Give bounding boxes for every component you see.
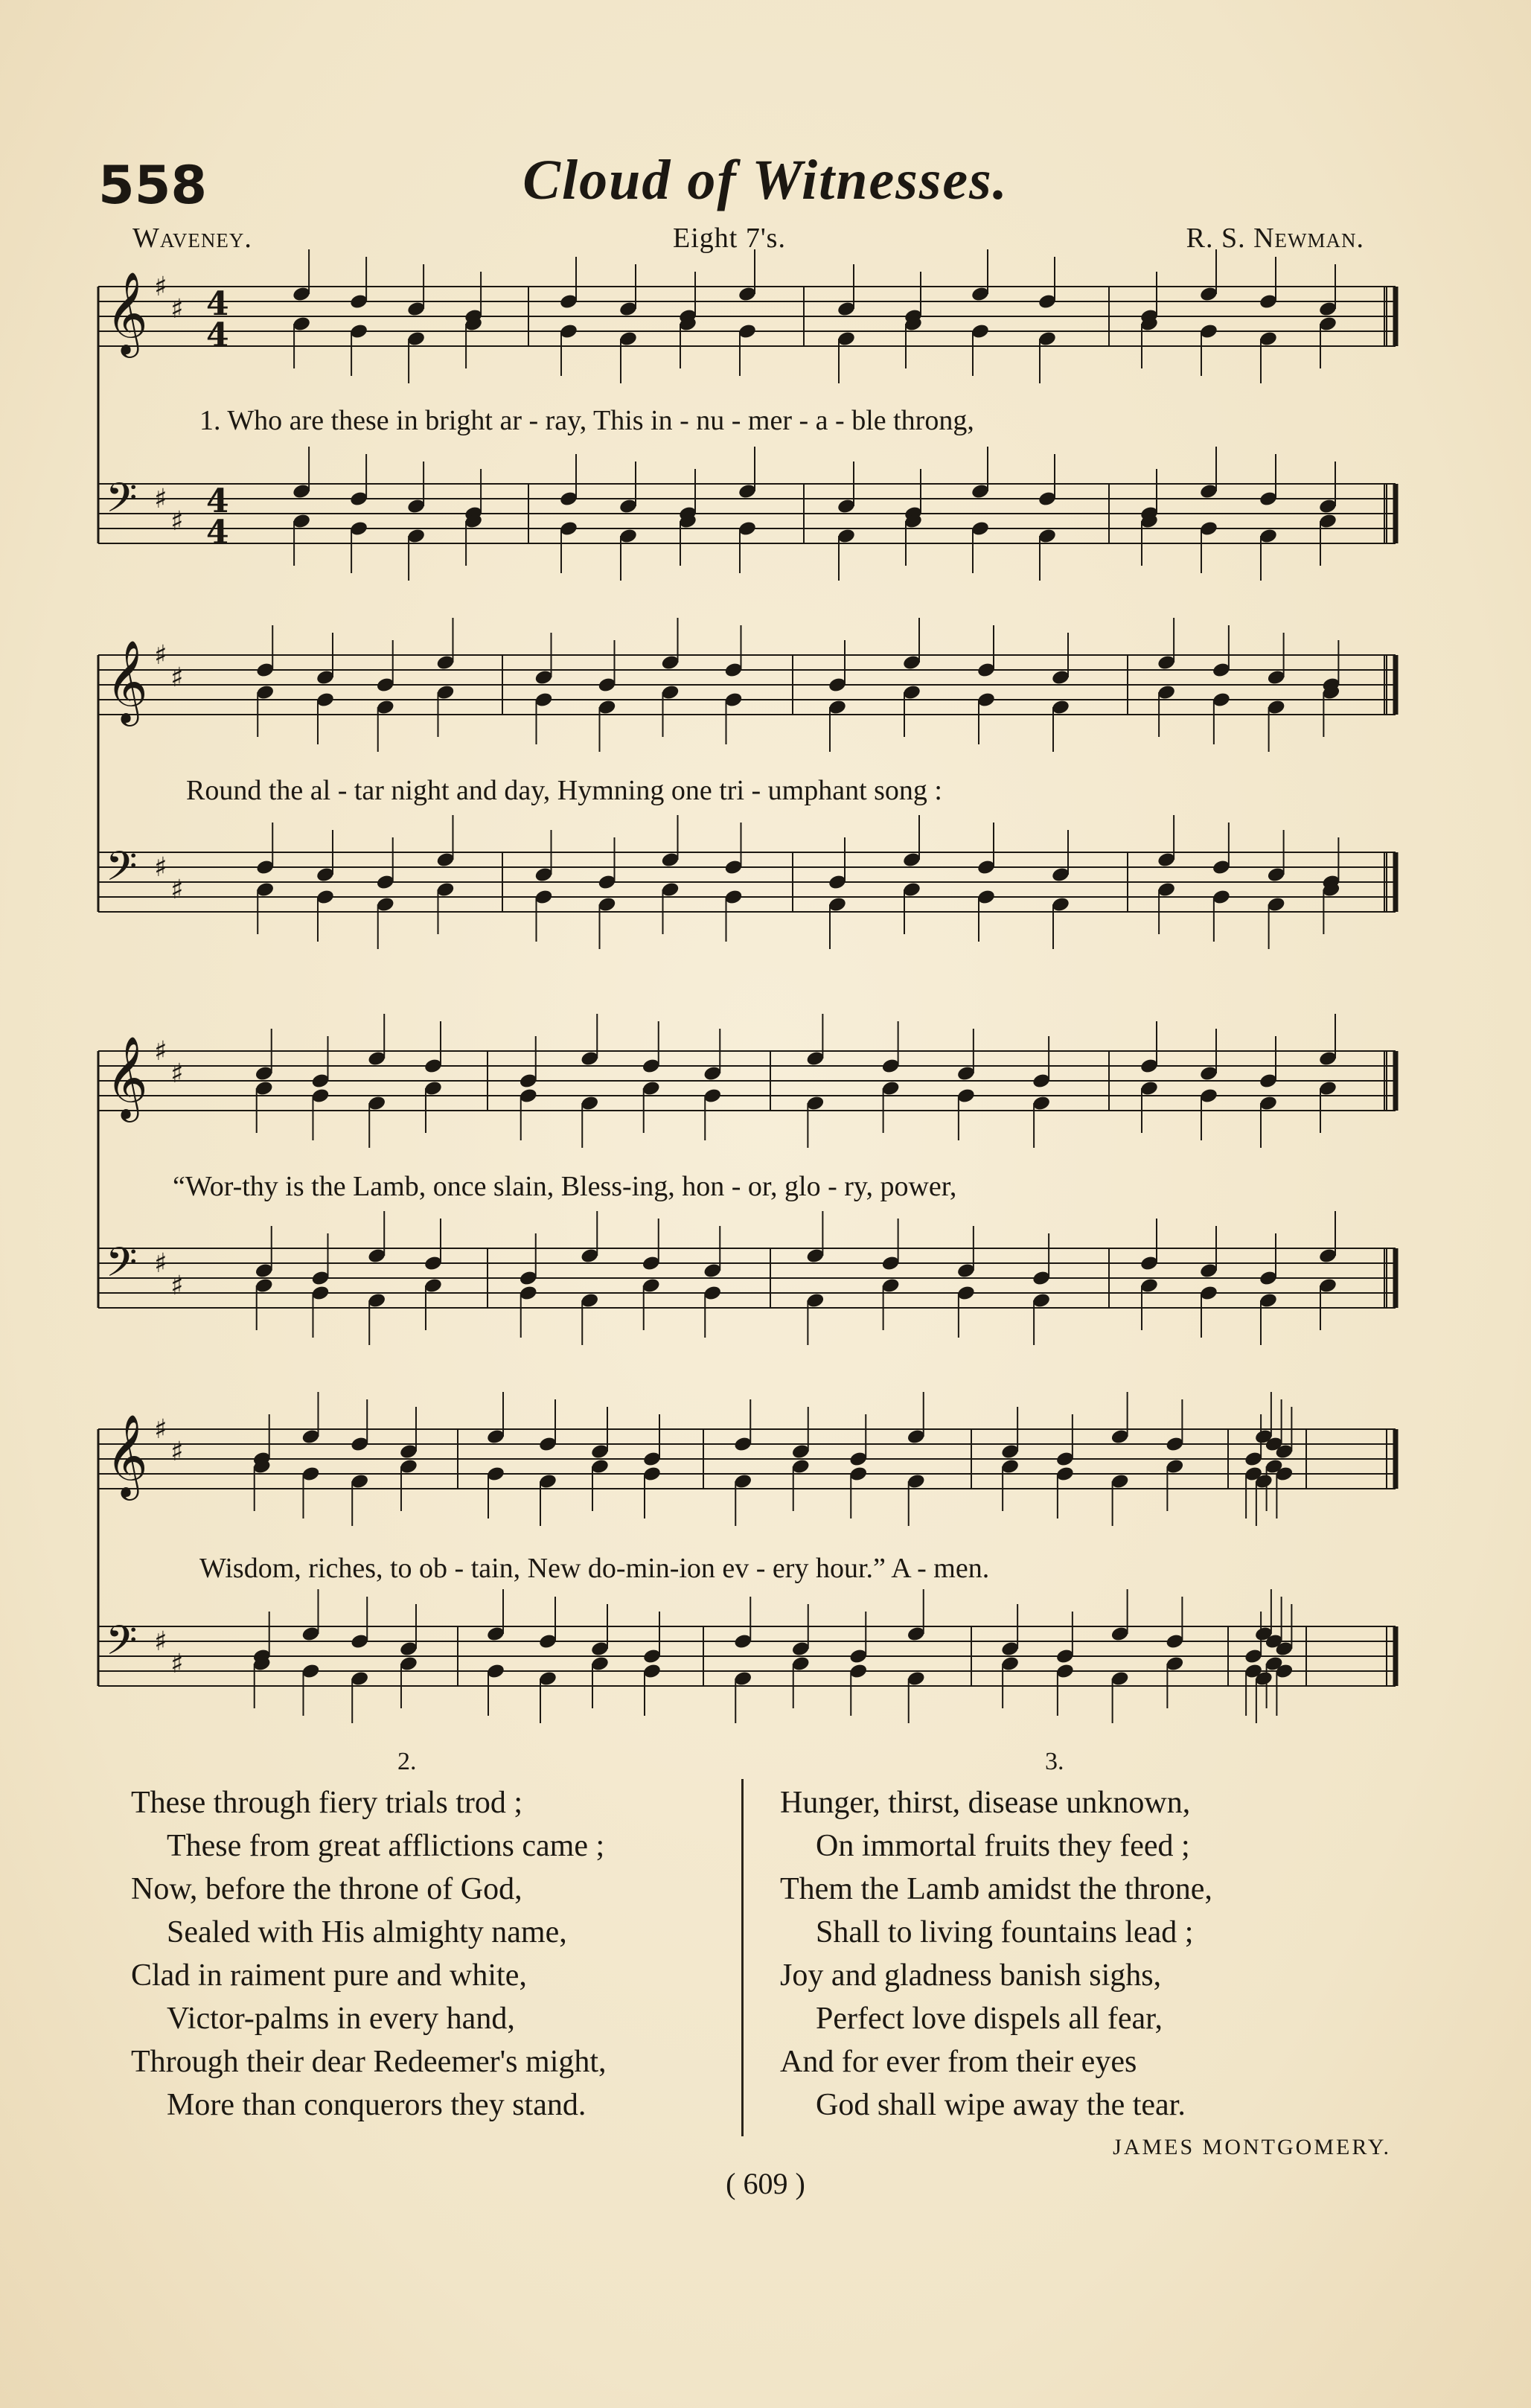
verse-3-line-5: Joy and gladness banish sighs,: [780, 1958, 1162, 1993]
page-number: ( 609 ): [726, 2167, 805, 2200]
bass-clef-icon: 𝄢: [106, 843, 138, 900]
composer: R. S. Newman.: [1186, 223, 1364, 254]
sharp-icon: ♯: [154, 640, 167, 671]
hymn-title: Cloud of Witnesses.: [522, 148, 1009, 211]
verse-2-line-5: Clad in raiment pure and white,: [131, 1958, 527, 1993]
verse-3-line-6: Perfect love dispels all fear,: [816, 2002, 1163, 2036]
verse-3-line-2: On immortal fruits they feed ;: [816, 1829, 1190, 1863]
time-signature-top: 4: [206, 285, 229, 323]
lyric-line-4: Wisdom, riches, to ob - tain, New do-min-ion ev - ery hour.” A - men.: [199, 1553, 990, 1584]
column-divider: [741, 1779, 744, 2136]
author-credit: JAMES MONTGOMERY.: [1113, 2135, 1391, 2159]
sharp-icon: ♯: [154, 1036, 167, 1067]
bass-clef-icon: 𝄢: [106, 1617, 138, 1674]
treble-clef-icon: 𝄞: [106, 639, 148, 723]
sharp-icon: ♯: [154, 1414, 167, 1445]
sharp-icon: ♯: [170, 875, 184, 905]
treble-clef-icon: 𝄞: [106, 271, 148, 354]
tune-name: Waveney.: [132, 223, 252, 254]
verse-3-line-1: Hunger, thirst, disease unknown,: [780, 1786, 1191, 1820]
lyric-line-1: 1. Who are these in bright ar - ray, This in - nu - mer - a - ble throng,: [199, 405, 974, 436]
sharp-icon: ♯: [170, 1437, 184, 1467]
verse-2-line-3: Now, before the throne of God,: [131, 1872, 522, 1906]
sharp-icon: ♯: [154, 852, 167, 883]
time-signature-top: 4: [206, 482, 229, 520]
lyric-line-2: Round the al - tar night and day, Hymning one tri - umphant song :: [186, 775, 942, 806]
lyric-line-3: “Wor-thy is the Lamb, once slain, Bless-ing, hon - or, glo - ry, power,: [173, 1171, 957, 1202]
sharp-icon: ♯: [170, 506, 184, 537]
time-signature-bottom: 4: [206, 514, 229, 552]
sharp-icon: ♯: [154, 1626, 167, 1657]
sharp-icon: ♯: [154, 1248, 167, 1279]
verse-2-number: 2.: [397, 1748, 417, 1775]
verse-3-line-3: Them the Lamb amidst the throne,: [780, 1872, 1212, 1906]
sharp-icon: ♯: [154, 484, 167, 514]
meter: Eight 7's.: [673, 223, 786, 254]
treble-clef-icon: 𝄞: [106, 1414, 148, 1497]
verse-2-line-2: These from great afflictions came ;: [167, 1829, 605, 1863]
treble-clef-icon: 𝄞: [106, 1035, 148, 1119]
verse-3-line-4: Shall to living fountains lead ;: [816, 1915, 1194, 1949]
verse-2-line-7: Through their dear Redeemer's might,: [131, 2045, 607, 2079]
sharp-icon: ♯: [154, 272, 167, 302]
sharp-icon: ♯: [170, 1271, 184, 1301]
bass-clef-icon: 𝄢: [106, 1239, 138, 1296]
sharp-icon: ♯: [170, 1649, 184, 1679]
verse-3-number: 3.: [1045, 1748, 1064, 1775]
bass-clef-icon: 𝄢: [106, 474, 138, 531]
verse-3-line-8: God shall wipe away the tear.: [816, 2088, 1186, 2122]
verse-2-line-8: More than conquerors they stand.: [167, 2088, 586, 2122]
verse-3-line-7: And for ever from their eyes: [780, 2045, 1137, 2079]
sharp-icon: ♯: [170, 294, 184, 325]
verse-2-line-1: These through fiery trials trod ;: [131, 1786, 523, 1820]
sharp-icon: ♯: [170, 1058, 184, 1089]
sharp-icon: ♯: [170, 662, 184, 693]
time-signature-bottom: 4: [206, 316, 229, 354]
verse-2-line-6: Victor-palms in every hand,: [167, 2002, 515, 2036]
verse-2-line-4: Sealed with His almighty name,: [167, 1915, 567, 1949]
hymn-number: 558: [98, 155, 208, 216]
